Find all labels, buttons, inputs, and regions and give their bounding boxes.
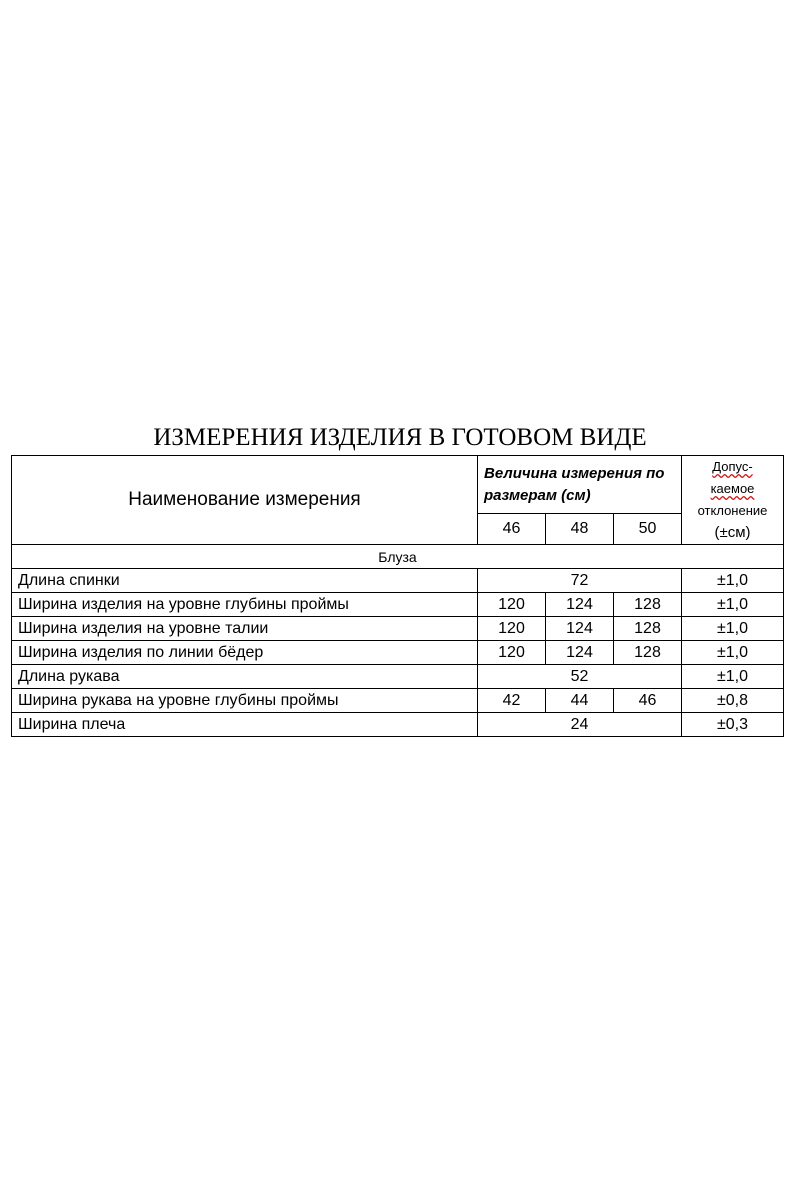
size-48: 48	[546, 514, 614, 545]
size-46: 46	[478, 514, 546, 545]
measurement-value-50: 128	[614, 593, 682, 617]
measurement-value-50: 46	[614, 689, 682, 713]
tolerance-label-line1: Допус-	[712, 459, 753, 474]
measurement-tolerance: ±1,0	[682, 617, 784, 641]
measurement-value-48: 124	[546, 617, 614, 641]
measurement-name: Длина спинки	[12, 569, 478, 593]
measurement-value-46: 42	[478, 689, 546, 713]
measurement-value: 24	[478, 713, 682, 737]
measurement-value-48: 124	[546, 641, 614, 665]
document-title: ИЗМЕРЕНИЯ ИЗДЕЛИЯ В ГОТОВОМ ВИДЕ	[153, 424, 647, 451]
measurement-value-50: 128	[614, 641, 682, 665]
measurement-value-48: 124	[546, 593, 614, 617]
table-row	[12, 617, 784, 641]
table-row	[12, 641, 784, 665]
measurement-value-46: 120	[478, 641, 546, 665]
measurement-value-48: 44	[546, 689, 614, 713]
tolerance-label-line4: (±см)	[714, 524, 751, 541]
table-row	[12, 689, 784, 713]
table-row	[12, 593, 784, 617]
section-title: Блуза	[12, 545, 784, 569]
measurement-name: Ширина рукава на уровне глубины проймы	[12, 689, 478, 713]
measurement-tolerance: ±1,0	[682, 569, 784, 593]
measurement-name: Ширина изделия на уровне талии	[12, 617, 478, 641]
table-row	[12, 713, 784, 737]
table-row	[12, 569, 784, 593]
header-measurement-name: Наименование измерения	[12, 456, 478, 545]
tolerance-label-line2: каемое	[710, 481, 755, 496]
measurement-tolerance: ±1,0	[682, 641, 784, 665]
table-row	[12, 665, 784, 689]
measurement-value-46: 120	[478, 593, 546, 617]
measurement-name: Длина рукава	[12, 665, 478, 689]
measurement-tolerance: ±1,0	[682, 665, 784, 689]
header-size-values: Величина измерения по размерам (см)	[478, 456, 682, 514]
measurement-name: Ширина плеча	[12, 713, 478, 737]
measurement-tolerance: ±0,8	[682, 689, 784, 713]
measurement-value-46: 120	[478, 617, 546, 641]
size-50: 50	[614, 514, 682, 545]
section-row	[12, 545, 784, 569]
measurement-tolerance: ±0,3	[682, 713, 784, 737]
header-row	[12, 456, 784, 514]
measurement-value: 52	[478, 665, 682, 689]
measurement-value-50: 128	[614, 617, 682, 641]
header-tolerance	[682, 456, 784, 545]
measurement-name: Ширина изделия на уровне глубины проймы	[12, 593, 478, 617]
measurements-table	[11, 455, 784, 737]
measurement-name: Ширина изделия по линии бёдер	[12, 641, 478, 665]
tolerance-label-line3: отклонение	[697, 503, 768, 518]
measurement-tolerance: ±1,0	[682, 593, 784, 617]
measurement-value: 72	[478, 569, 682, 593]
